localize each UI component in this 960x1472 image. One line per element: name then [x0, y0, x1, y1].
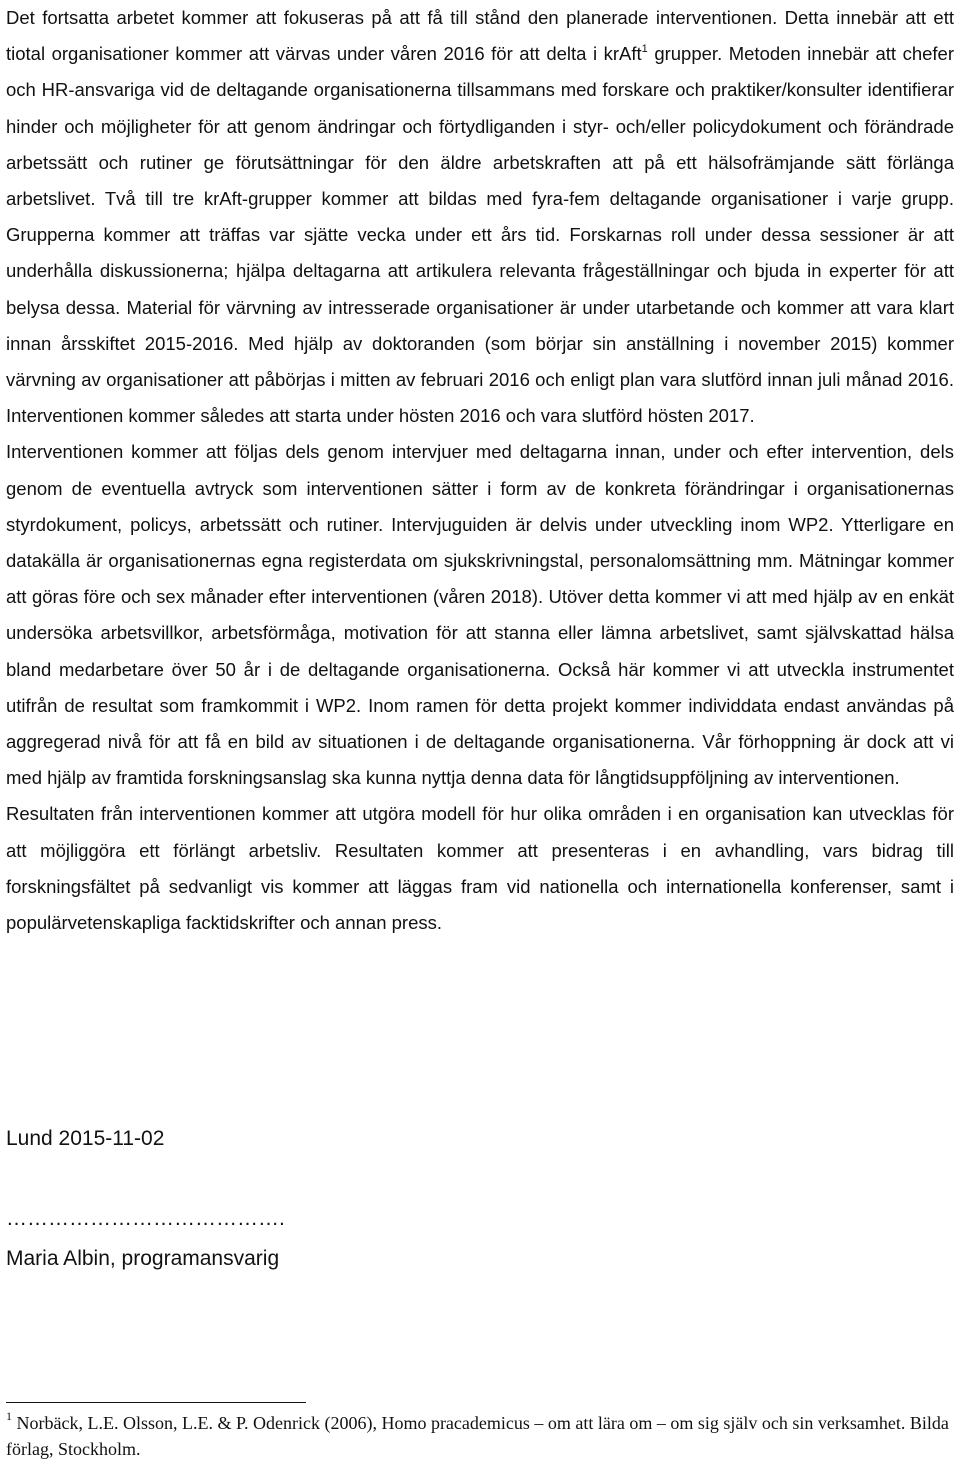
footnote-text: Norbäck, L.E. Olsson, L.E. & P. Odenrick (2006), Homo pracademicus – om att lära om – om sig själv och sin verksamhet. Bilda förlag, Stockholm. [6, 1413, 949, 1459]
paragraph-results: Resultaten från interventionen kommer att utgöra modell för hur olika områden i en organisation kan utvecklas för att möjliggöra ett förlängt arbetsliv. Resultaten kommer att presenteras i en avhandling, vars bidrag till forskningsfältet på sedvanligt vis kommer att läggas fram vid nationella och internationella konferenser, samt i populärvetenskapliga facktidskrifter och annan press. [6, 803, 954, 934]
footnote [6, 1410, 954, 1462]
paragraph-1-text-start: Det fortsatta arbetet kommer att fokuseras på att få till stånd den planerade interventionen. Detta innebär att ett tiotal organisationer kommer att värvas under våren 2016 för att delta i krAft [6, 7, 954, 65]
paragraph-1-text-end: grupper. Metoden innebär att chefer och HR-ansvariga vid de deltagande organisationerna tillsammans med forskare och praktiker/konsulter identifierar hinder och möjligheter för att genom ändringar och förtydliganden i styr- och/eller policydokument och förändrade arbetssätt och rutiner ge förutsättningar för den äldre arbetskraften att på ett hälsofrämjande sätt förlänga arbetslivet. Två till tre krAft-grupper kommer att bildas med fyra-fem deltagande organisationer i varje grupp. Grupperna kommer att träffas var sjätte vecka under ett års tid. Forskarnas roll under dessa sessioner är att underhålla diskussionerna; hjälpa deltagarna att artikulera relevanta frågeställningar och bjuda in experter för att belysa dessa. Material för värvning av intresserade organisationer är under utarbetande och kommer att vara klart innan årsskiftet 2015-2016. Med hjälp av doktoranden (som börjar sin anställning i november 2015) kommer värvning av organisationer att påbörjas i mitten av februari 2016 och enligt plan vara slutförd innan juli månad 2016. Interventionen kommer således att starta under hösten 2016 och vara slutförd hösten 2017. [6, 43, 955, 427]
place-and-date: Lund 2015-11-02 [6, 1127, 165, 1150]
signer-name: Maria Albin, programansvarig [6, 1247, 280, 1270]
footnote-divider [6, 1402, 306, 1403]
signature-line: …………………………………. [6, 1207, 285, 1230]
footnote-marker: 1 [6, 1409, 12, 1423]
document-body [6, 0, 954, 941]
paragraph-intervention-plan [6, 0, 954, 434]
footnote-reference: 1 [641, 43, 648, 56]
paragraph-follow-up: Interventionen kommer att följas dels genom intervjuer med deltagarna innan, under och efter intervention, dels genom de eventuella avtryck som interventionen sätter i form av de konkreta förändringar i organisationernas styrdokument, policys, arbetssätt och rutiner. Intervjuguiden är delvis under utveckling inom WP2. Ytterligare en datakälla är organisationernas egna registerdata om sjukskrivningstal, personalomsättning mm. Mätningar kommer att göras före och sex månader efter interventionen (våren 2018). Utöver detta kommer vi att med hjälp av en enkät undersöka arbetsvillkor, arbetsförmåga, motivation för att stanna eller lämna arbetslivet, samt självskattad hälsa bland medarbetare över 50 år i de deltagande organisationerna. Också här kommer vi att utveckla instrumentet utifrån de resultat som framkommit i WP2. Inom ramen för detta projekt kommer individdata endast användas på aggregerad nivå för att få en bild av situationen i de deltagande organisationerna. Vår förhoppning är dock att vi med hjälp av framtida forskningsanslag ska kunna nyttja denna data för långtidsuppföljning av interventionen. [6, 441, 954, 789]
